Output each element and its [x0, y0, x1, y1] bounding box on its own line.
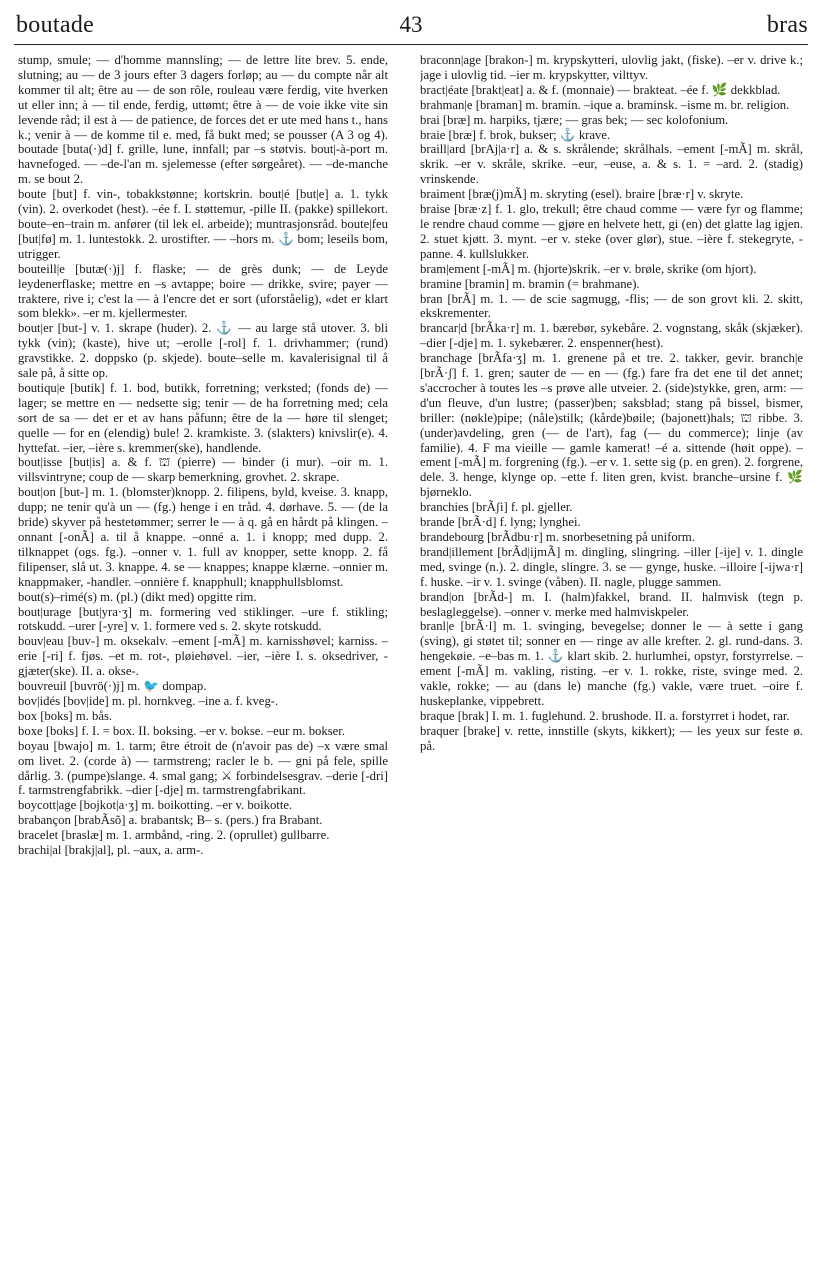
page-number: 43 [399, 12, 423, 37]
dictionary-entry: brancar|d [brÃka·r] m. 1. bærebør, sykebåre. 2. vognstang, skåk (skjæker). –dier [-dje] m. 1. sykebærer. 2. enspenner(hest). [420, 321, 803, 351]
dictionary-entry: bout|isse [but|is] a. & f. ⛫ (pierre) — binder (i mur). –oir m. 1. villsvintryne; coup de — skarp bemerkning, grovhet. 2. skrape. [18, 455, 388, 485]
dictionary-entry: bouv|eau [buv-] m. oksekalv. –ement [-mÃ] m. karnisshøvel; karniss. –erie [-ri] f. fjøs. –et m. rot-, pløiehøvel. –ier, –ière I. s. oksedriver, -gjæter(ske). II. a. okse-. [18, 634, 388, 679]
right-column [420, 53, 803, 1253]
dictionary-entry: bout|on [but-] m. 1. (blomster)knopp. 2. filipens, byld, kveise. 3. knapp, dupp; ne tenir qu'à un — (fg.) henge i en tråd. 4. dørhave. 5. — (de la bride) skyver på hestetømmer; serrer le — à q. gå en hårdt på klingen. –onnant [-onÃ] a. til å knappe. –onné a. 1. i knopp; med dupp. 2. tilknappet (ogs. fg.). –onner v. 1. full av knopper, sette knopp. 2. få filipenser, slå ut. 3. knappe. 4. se — knappes; knappe klærne. –onnier m. knappmaker, -handler. –onnière f. knapphull; knapphullsblomst. [18, 485, 388, 589]
header-rule [14, 44, 808, 45]
dictionary-entry: brahman|e [braman] m. bramin. –ique a. braminsk. –isme m. br. religion. [420, 97, 790, 112]
dictionary-entry: braise [bræ·z] f. 1. glo, trekull; être chaud comme — være fyr og flamme; le rendre chaud comme — gjøre en helvete hett, gi (en) det glatte lag igjen. 2. stuet kjøtt. 3. mynt. –er v. steke (over glør), stue. –ière f. stekegryte, -panne. 4. kullslukker. [420, 202, 803, 261]
dictionary-entry: bout|er [but-] v. 1. skrape (huder). 2. ⚓ — au large stå utover. 3. bli tykk (vin); (kaste), hive ut; –erolle [-rol] f. 1. drivhammer; (rund) gravstikke. 2. doppsko (p. skjede). boute–selle m. kavalerisignal til å sale på, å sitte op. [18, 321, 388, 381]
dictionary-entry: bouteill|e [butæ(·)j] f. flaske; — de grès dunk; — de Leyde leydenerflaske; mettre en –s avtappe; boire — drikke, svire; payer — traktere, rive i; c'est la — à l'encre det er sort (uforståelig), «det er klart som blekk». –er m. kjellermester. [18, 261, 388, 321]
dictionary-entry: bram|ement [-mÃ] m. (hjorte)skrik. –er v. brøle, skrike (om hjort). [420, 261, 757, 276]
dictionary-entry: braie [bræ] f. brok, bukser; ⚓ krave. [420, 127, 611, 142]
dictionary-entry: branchies [brÃʃi] f. pl. gjeller. [420, 500, 573, 515]
dictionary-entry: branchage [brÃfa·ʒ] m. 1. grenene på et tre. 2. takker, gevir. branch|e [brÃ·ʃ] f. 1. gren; sauter de — en — (fg.) fare fra det ene til det annet; s'accrocher à toutes les –s prøve alle utveier. 2. (side)stykke, gren, arm: — d'un fleuve, d'un lustre; (passer)ben; saksblad; stang på bissel, bismer, briller: (nøkle)pipe; (nåle)stilk; (kårde)bøile; (bajonett)hals; ⛫ ribbe. 3. (under)avdeling, gren (— de l'art), fag (— du commerce); linje (av familie). 4. F ma vieille — gamle kamerat! –é a. sittende (høit oppe). –ement [-mÃ] m. forgrening (fg.). –er v. 1. sette sig (p. en gren). 2. forgrene, dele. 3. henge, klynge op. –ette f. liten gren, kvist. branche–ursine f. 🌿 bjørneklo. [420, 351, 803, 500]
dictionary-entry: brand|illement [brÃd|ijmÃ] m. dingling, slingring. –iller [-ije] v. 1. dingle med, svinge (n.). 2. dingle, slingre. 3. se — gynge, huske. –illoire [-ijwa·r] f. huske. –ir v. 1. svinge (våben). II. nagle, plugge sammen. [420, 544, 803, 589]
dictionary-entry: brachi|al [brakj|al], pl. –aux, a. arm-. [18, 843, 204, 858]
dictionary-entry: brabançon [brabÃsõ] a. brabantsk; B– s. (pers.) fra Brabant. [18, 813, 323, 828]
dictionary-entry: boyau [bwajo] m. 1. tarm; être étroit de (n'avoir pas de) –x være smal om livet. 2. (corde à) — tarmstreng; racler le b. — gni på fele, spille dårlig. 3. (pumpe)slange. 4. smal gang; ⚔ forbindelsesgrav. –derie [-dri] f. tarmstrengfabrikk. –dier [-dje] m. tarmstrengfabrikant. [18, 738, 388, 798]
dictionary-entry: braiment [bræ(j)mÃ] m. skryting (esel). braire [bræ·r] v. skryte. [420, 187, 744, 202]
dictionary-entry: braque [brak] I. m. 1. fuglehund. 2. brushode. II. a. forstyrret i hodet, rar. [420, 708, 790, 723]
dictionary-entry: braill|ard [brAj|a·r] a. & s. skrålende; skrålhals. –ement [-mÃ] m. skrål, skrik. –er v. skråle, skrike. –eur, –euse, a. & s. 1. = –ard. 2. (stadig) vrinskende. [420, 142, 803, 187]
dictionary-entry: bract|éate [brakt|eat] a. & f. (monnaie) — brakteat. –ée f. 🌿 dekkblad. [420, 82, 781, 97]
dictionary-entry: boutiqu|e [butik] f. 1. bod, butikk, forretning; verksted; (fonds de) — lager; se mettre en — nedsette sig; tenir — de ha forretning med; cela sort de sa — det er et av hans påfunn; être de la — høre til slenget; quelle — for en (elendig) bule! 2. kramkiste. 3. (slakters) knivslir(e). 4. hyttefat. –ier, –ière s. kremmer(ske), handlende. [18, 380, 388, 455]
guide-word-left: boutade [16, 12, 95, 38]
dictionary-entry: braconn|age [brakon-] m. krypskytteri, ulovlig jakt, (fiske). –er v. drive k.; jage i ulovlig tid. –ier m. krypskytter, vilttyv. [420, 53, 803, 82]
dictionary-entry: bramine [bramin] m. bramin (= brahmane). [420, 276, 640, 291]
dictionary-entry: branl|e [brÃ·l] m. 1. svinging, bevegelse; donner le — à sette i gang (sving), gi støtet til; sonner en — ringe av alle krefter. 2. gl. rund-dans. 3. hengekøie. –e–bas m. 1. ⚓ klart skib. 2. hurlumhei, opstyr, forstyrrelse. –ement [-mÃ] m. vakling, risting. –er v. 1. rokke, riste, svinge med. 2. vakle, rokke; — au (dans le) manche (fg.) vakle, være truet. –oire f. huskeplanke, vippebrett. [420, 619, 803, 708]
dictionary-entry: bov|idés [bov|ide] m. pl. hornkveg. –ine a. f. kveg-. [18, 693, 279, 708]
page-header [0, 0, 822, 48]
dictionary-entry: brande [brÃ·d] f. lyng; lynghei. [420, 515, 581, 530]
dictionary-entry: bout|urage [but|yra·ʒ] m. formering ved stiklinger. –ure f. stikling; rotskudd. –urer [-yre] v. 1. formere ved s. 2. skyte rotskudd. [18, 604, 388, 634]
dictionary-entry: boycott|age [bojkot|a·ʒ] m. boikotting. –er v. boikotte. [18, 798, 293, 813]
dictionary-entry: box [boks] m. bås. [18, 708, 113, 723]
dictionary-entry: bran [brÃ] m. 1. — de scie sagmugg, -flis; — de son grovt kli. 2. skitt, ekskrementer. [420, 291, 803, 321]
dictionary-entry: boxe [boks] f. I. = box. II. boksing. –er v. bokse. –eur m. bokser. [18, 723, 345, 738]
dictionary-entry: bouvreuil [buvrö(·)j] m. 🐦 dompap. [18, 679, 207, 694]
dictionary-entry: bracelet [braslæ] m. 1. armbånd, -ring. 2. (oprullet) gullbarre. [18, 828, 330, 843]
dictionary-entry: braquer [brake] v. rette, innstille (skyts, kikkert); — les yeux sur feste ø. på. [420, 723, 803, 753]
dictionary-entry: brai [bræ] m. harpiks, tjære; — gras bek; — sec kolofonium. [420, 112, 729, 127]
dictionary-entry: brand|on [brÃd-] m. I. (halm)fakkel, brand. II. halmvisk (tegn p. beslagleggelse). –onner v. merke med halmviskpeler. [420, 589, 803, 619]
guide-word-right: bras [766, 12, 808, 38]
dictionary-entry: stump, smule; — d'homme mannsling; — de lettre lite brev. 5. ende, slutning; au — de 3 jours efter 3 dagers forløp; au — du compte når alt kommer til alt; être au — de son rôle, rouleau være ferdig, vite hverken ut eller inn; à — til ende, ferdig, uttømt; être à — de voie ikke vite sin levende råd; il est à — de patience, de forces det er ute med hans t., hans k.; venir à — de komme til e. med, få bukt med; se pousser (A 3 og 4). boutade [buta(·)d] f. grille, lune, innfall; par –s støtvis. bout|-à-port m. havnefoged. — –de-l'an m. sjelemesse (efter sørgeåret). — –de-manche m. se bout 2. [18, 53, 388, 187]
left-column [18, 53, 388, 1253]
dictionary-entry: brandebourg [brÃdbu·r] m. snorbesetning på uniform. [420, 530, 695, 544]
dictionary-entry: bout(s)–rimé(s) m. (pl.) (dikt med) opgitte rim. [18, 589, 257, 604]
dictionary-entry: boute [but] f. vin-, tobakkstønne; kortskrin. bout|é [but|e] a. 1. tykk (vin). 2. overkodet (hest). –ée f. I. støttemur, -pille II. (pakke) spillekort. boute–en–train m. anfører (til lek el. arbeide); muntrasjonsråd. boute|feu [but|fø] m. 1. luntestokk. 2. urostifter. — –hors m. ⚓ bom; leseils bom, utrigger. [18, 187, 388, 261]
